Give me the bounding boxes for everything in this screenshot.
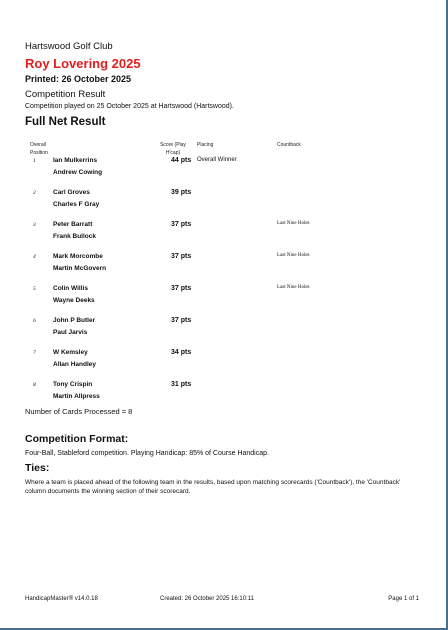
results-heading: Full Net Result bbox=[25, 116, 106, 128]
player-two-name: Allan Handley bbox=[53, 361, 96, 368]
position-cell: 1 bbox=[33, 158, 36, 164]
position-cell: 8 bbox=[33, 382, 36, 388]
position-cell: 3 bbox=[33, 222, 36, 228]
player-one-name: Peter Barratt bbox=[53, 221, 93, 228]
score-cell: 44 pts bbox=[171, 157, 192, 164]
player-two-name: Frank Bullock bbox=[53, 233, 96, 240]
position-cell: 7 bbox=[33, 350, 36, 356]
player-two-name: Charles F Gray bbox=[53, 201, 100, 208]
player-two-name: Paul Jarvis bbox=[53, 329, 88, 336]
footer-page: Page 1 of 1 bbox=[388, 596, 419, 602]
player-two-name: Martin McGovern bbox=[53, 265, 107, 272]
table-row bbox=[25, 317, 425, 345]
player-one-name: Mark Morcombe bbox=[53, 253, 103, 260]
col-header-placing: Placing bbox=[197, 142, 214, 148]
score-cell: 31 pts bbox=[171, 381, 192, 388]
score-cell: 37 pts bbox=[171, 317, 192, 324]
footer-created: Created: 26 October 2025 16:10:11 bbox=[160, 596, 254, 602]
club-name: Hartswood Golf Club bbox=[25, 41, 113, 52]
player-two-name: Martin Allpress bbox=[53, 393, 100, 400]
countback-cell: Last Nine Holes bbox=[277, 285, 310, 290]
position-cell: 5 bbox=[33, 286, 36, 292]
table-row bbox=[25, 285, 425, 313]
played-text: Competition played on 25 October 2025 at Hartswood (Hartswood). bbox=[25, 103, 234, 110]
player-one-name: Tony Crispin bbox=[53, 381, 93, 388]
format-heading: Competition Format: bbox=[25, 433, 129, 445]
table-row bbox=[25, 221, 425, 249]
col-header-score: Score (Play H'cap) bbox=[160, 142, 186, 156]
player-two-name: Andrew Cowing bbox=[53, 169, 103, 176]
table-row bbox=[25, 381, 425, 409]
score-cell: 39 pts bbox=[171, 189, 192, 196]
score-cell: 37 pts bbox=[171, 285, 192, 292]
cards-processed: Number of Cards Processed = 8 bbox=[25, 407, 133, 416]
player-two-name: Wayne Deeks bbox=[53, 297, 95, 304]
countback-cell: Last Nine Holes bbox=[277, 221, 310, 226]
player-one-name: John P Butler bbox=[53, 317, 96, 324]
table-row bbox=[25, 253, 425, 281]
position-cell: 6 bbox=[33, 318, 36, 324]
table-row bbox=[25, 349, 425, 377]
player-one-name: Carl Groves bbox=[53, 189, 90, 196]
section-label: Competition Result bbox=[25, 89, 106, 100]
ties-text: Where a team is placed ahead of the following team in the results, based upon matching scorecards ('Countback'), the 'Countback' column documents the winning section of their scorecard. bbox=[25, 479, 401, 495]
format-text: Four-Ball, Stableford competition. Playing Handicap: 85% of Course Handicap. bbox=[25, 450, 269, 457]
score-cell: 34 pts bbox=[171, 349, 192, 356]
printed-date: Printed: 26 October 2025 bbox=[25, 74, 132, 84]
player-one-name: W Kemsley bbox=[53, 349, 88, 356]
position-cell: 4 bbox=[33, 254, 36, 260]
player-one-name: Ian Mulkerrins bbox=[53, 157, 98, 164]
score-cell: 37 pts bbox=[171, 253, 192, 260]
table-row bbox=[25, 189, 425, 217]
score-cell: 37 pts bbox=[171, 221, 192, 228]
position-cell: 2 bbox=[33, 190, 36, 196]
table-row bbox=[25, 157, 425, 185]
col-header-position: Overall Position bbox=[30, 142, 48, 156]
col-header-countback: Countback bbox=[277, 142, 301, 148]
footer-software: HandicapMaster® v14.0.18 bbox=[25, 596, 98, 602]
player-one-name: Colin Willis bbox=[53, 285, 88, 292]
competition-title: Roy Lovering 2025 bbox=[25, 56, 141, 71]
placing-cell: Overall Winner bbox=[197, 157, 237, 163]
ties-heading: Ties: bbox=[25, 462, 50, 474]
countback-cell: Last Nine Holes bbox=[277, 253, 310, 258]
